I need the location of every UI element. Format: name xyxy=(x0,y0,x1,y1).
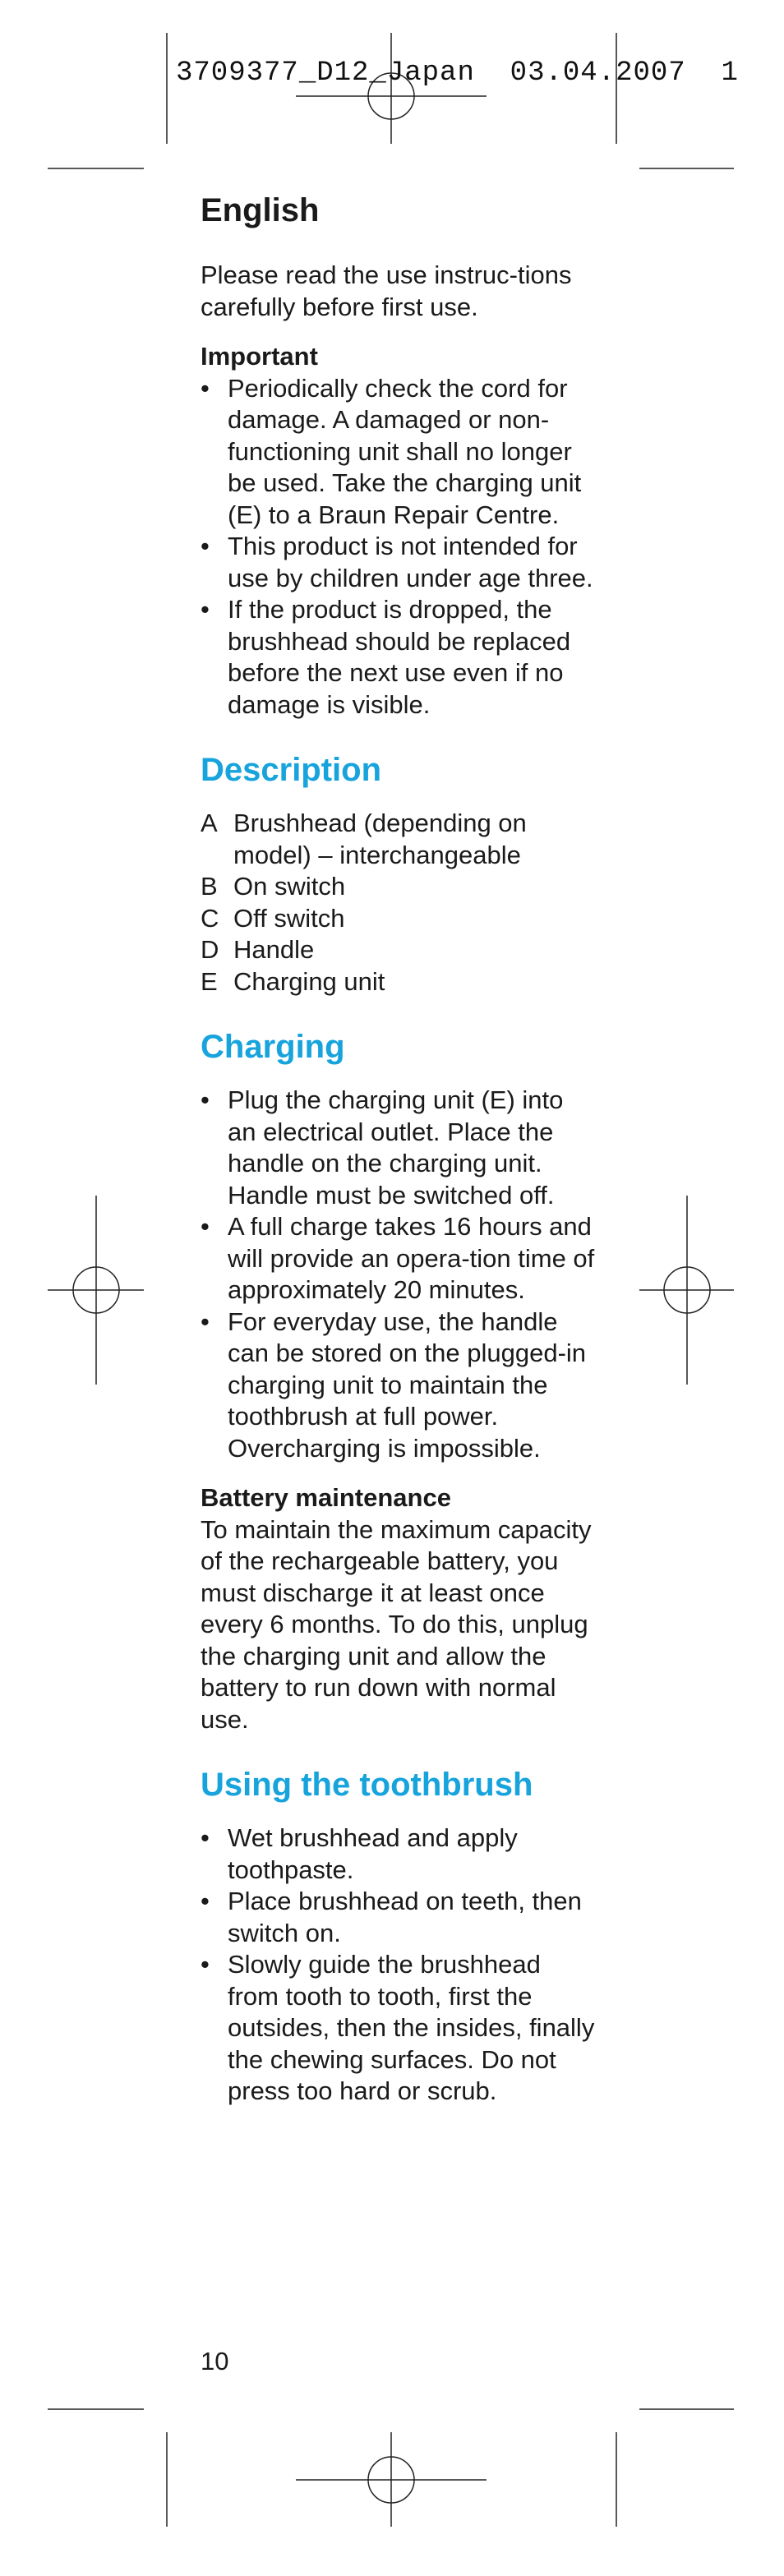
item-letter: E xyxy=(201,966,218,996)
battery-maintenance-paragraph: To maintain the maximum capacity of the rechargeable battery, you must discharge it at least once every 6 months. To do this, unplug the charging unit and allow the battery to run down with normal use. xyxy=(201,1514,592,1734)
list-item xyxy=(201,373,595,532)
list-item-text: Plug the charging unit (E) into an electrical outlet. Place the handle on the charging unit. Handle must be switched off. xyxy=(228,1085,564,1210)
list-item-text: Periodically check the cord for damage. A damaged or non-functioning unit shall no longer be used. Take the charging unit (E) to a Braun Repair Centre. xyxy=(228,373,582,529)
bullet-icon: • xyxy=(201,532,210,560)
bullet-icon: • xyxy=(201,1085,210,1114)
registration-target-right xyxy=(639,1196,734,1385)
bullet-icon: • xyxy=(201,373,210,403)
list-item xyxy=(201,594,595,721)
list-item xyxy=(201,1211,595,1306)
list-item-text: This product is not intended for use by children under age three. xyxy=(228,532,593,592)
item-text: Handle xyxy=(233,935,315,964)
item-letter: B xyxy=(201,872,218,901)
bullet-icon: • xyxy=(201,595,210,624)
item-text: Off switch xyxy=(233,903,345,933)
print-job-header: 3709377_D12_Japan 03.04.2007 1 xyxy=(176,58,739,89)
item-letter: C xyxy=(201,903,219,933)
description-item xyxy=(201,871,595,903)
list-item xyxy=(201,1085,595,1211)
bullet-icon: • xyxy=(201,1823,210,1852)
battery-maintenance-heading: Battery maintenance xyxy=(201,1483,451,1512)
list-item-text: If the product is dropped, the brushhead should be replaced before the next use even if no damage is visible. xyxy=(228,595,571,719)
bullet-icon: • xyxy=(201,1306,210,1336)
using-list xyxy=(201,1823,595,2108)
item-letter: A xyxy=(201,809,218,837)
description-item xyxy=(201,966,595,998)
list-item xyxy=(201,1886,595,1949)
registration-target-bottom xyxy=(296,2432,487,2527)
item-letter: D xyxy=(201,935,219,964)
charging-list xyxy=(201,1085,595,1464)
list-item-text: A full charge takes 16 hours and will provide an opera-tion time of approximately 20 minutes. xyxy=(228,1212,595,1304)
important-list xyxy=(201,373,595,721)
list-item-text: Place brushhead on teeth, then switch on. xyxy=(228,1887,582,1947)
description-item xyxy=(201,903,595,935)
bullet-icon: • xyxy=(201,1212,210,1241)
description-item xyxy=(201,934,595,966)
bullet-icon: • xyxy=(201,1887,210,1915)
list-item xyxy=(201,1949,595,2108)
important-heading: Important xyxy=(201,342,318,371)
item-text: On switch xyxy=(233,872,346,901)
item-text: Brushhead (depending on model) – interchangeable xyxy=(233,809,527,869)
manual-page-content xyxy=(201,191,595,2108)
using-heading: Using the toothbrush xyxy=(201,1767,533,1803)
description-heading: Description xyxy=(201,752,382,788)
description-list xyxy=(201,808,595,998)
list-item-text: Slowly guide the brushhead from tooth to tooth, first the outsides, then the insides, finally the chewing surfaces. Do not press too hard or scrub. xyxy=(228,1950,595,2105)
description-item xyxy=(201,808,595,871)
list-item xyxy=(201,531,595,594)
item-text: Charging unit xyxy=(233,966,385,996)
language-heading: English xyxy=(201,192,320,228)
list-item-text: Wet brushhead and apply toothpaste. xyxy=(228,1823,518,1884)
intro-paragraph: Please read the use instruc-tions carefully before first use. xyxy=(201,260,572,321)
list-item xyxy=(201,1306,595,1465)
registration-target-left xyxy=(48,1196,144,1385)
list-item-text: For everyday use, the handle can be stored on the plugged-in charging unit to maintain the toothbrush at full power. Overcharging is impossible. xyxy=(228,1306,587,1463)
bullet-icon: • xyxy=(201,1950,210,1979)
list-item xyxy=(201,1823,595,1886)
charging-heading: Charging xyxy=(201,1029,345,1065)
page-number: 10 xyxy=(201,2347,229,2376)
